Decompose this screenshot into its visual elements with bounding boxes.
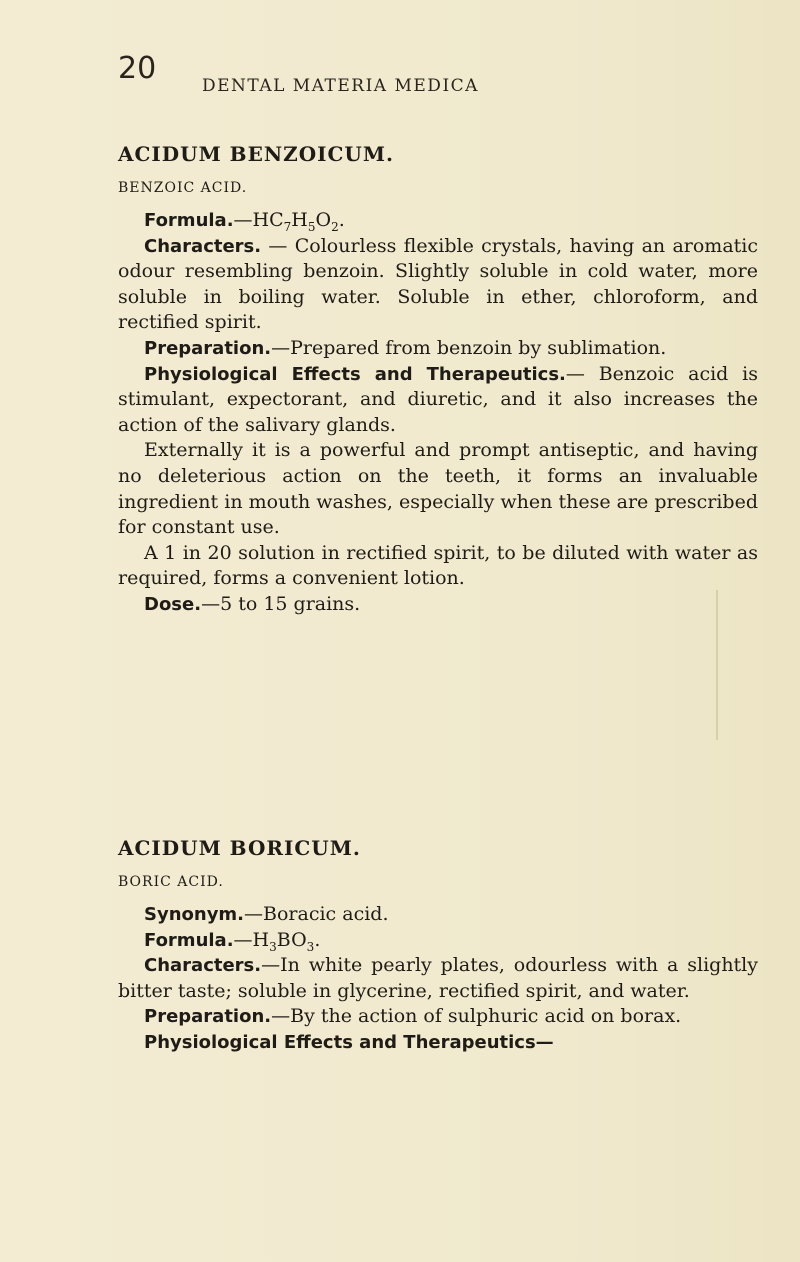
page-header <box>118 52 758 98</box>
section-benzoic-acid <box>118 140 758 618</box>
preparation-paragraph <box>118 336 758 362</box>
solution-paragraph: A 1 in 20 solution in rectified spirit, to be diluted with water as required, forms a convenient lotion. <box>118 541 758 590</box>
formula-prefix: —H <box>233 928 270 951</box>
section-subtitle: BENZOIC ACID. <box>118 180 248 196</box>
formula-end: . <box>314 928 321 951</box>
formula-label: Formula. <box>144 210 234 231</box>
running-head: DENTAL MATERIA MEDICA <box>202 76 479 96</box>
formula-prefix: —HC <box>233 209 284 231</box>
physiological-label: Physiological Effects and Therapeutics. <box>144 363 566 385</box>
characters-label: Characters. <box>144 955 262 977</box>
synonym-label: Synonym. <box>144 904 245 925</box>
characters-label: Characters. <box>144 235 262 257</box>
preparation-label: Preparation. <box>144 1006 272 1028</box>
characters-text: — Colourless flexible crystals, having an aromatic odour resembling benzoin. Slightly soluble in cold water, more soluble in boiling water. Soluble in ether, chloroform, and rectified spirit. <box>118 234 758 334</box>
formula-line <box>118 928 758 954</box>
section-subtitle: BORIC ACID. <box>118 874 224 890</box>
formula-line <box>118 208 758 234</box>
formula-subscript: 5 <box>307 219 316 234</box>
characters-text: —In white pearly plates, odourless with a slightly bitter taste; soluble in glycerine, rectified spirit, and water. <box>118 954 758 1002</box>
preparation-text: —By the action of sulphuric acid on borax. <box>271 1005 682 1028</box>
preparation-text: —Prepared from benzoin by sublimation. <box>271 336 667 359</box>
formula-label: Formula. <box>144 929 234 951</box>
externally-paragraph: Externally it is a powerful and prompt antiseptic, and having no deleterious action on the teeth, it forms an invaluable ingredient in mouth washes, especially when these are prescribed for constant use. <box>118 439 758 539</box>
synonym-text: —Boracic acid. <box>244 903 389 925</box>
dose-paragraph <box>118 592 758 618</box>
physiological-text: — Benzoic acid is stimulant, expectorant, and diuretic, and it also increases the action of the salivary glands. <box>118 362 758 436</box>
formula-subscript: 3 <box>306 939 315 954</box>
section-title: ACIDUM BORICUM. <box>118 836 361 860</box>
preparation-paragraph <box>118 1004 758 1030</box>
physiological-label: Physiological Effects and Therapeutics— <box>144 1031 554 1053</box>
dose-text: —5 to 15 grains. <box>201 592 361 615</box>
formula-subscript: 3 <box>269 939 277 954</box>
characters-paragraph <box>118 234 758 336</box>
physiological-heading <box>118 1030 758 1056</box>
synonym-paragraph <box>118 902 758 928</box>
formula-subscript: 2 <box>331 219 339 234</box>
formula-end: . <box>338 209 345 231</box>
dose-label: Dose. <box>144 593 202 615</box>
section-title: ACIDUM BENZOICUM. <box>118 142 394 166</box>
preparation-label: Preparation. <box>144 337 272 359</box>
physiological-paragraph <box>118 362 758 439</box>
formula-part: BO <box>276 928 307 951</box>
formula-subscript: 7 <box>283 219 292 234</box>
page-number: 20 <box>118 51 157 86</box>
formula-part: H <box>291 209 308 231</box>
section-boric-acid <box>118 834 758 1056</box>
characters-paragraph <box>118 953 758 1004</box>
formula-part: O <box>315 209 332 231</box>
